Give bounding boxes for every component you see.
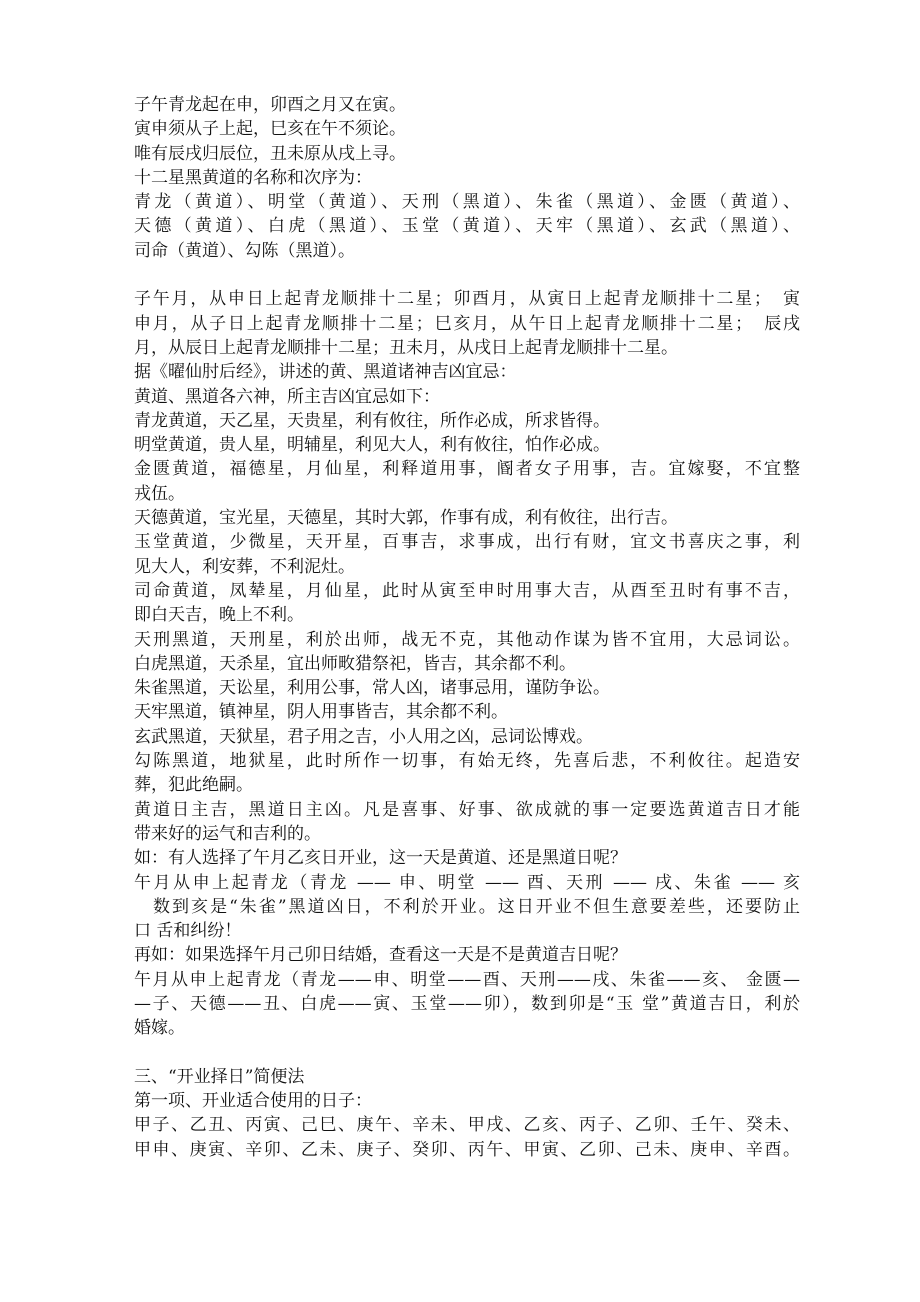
text-line: 如：有人选择了午月乙亥日开业，这一天是黄道、还是黑道日呢？	[134, 848, 627, 869]
text-line: 据《曜仙肘后经》，讲述的黄、黑道诸神吉凶宜忌：	[134, 362, 517, 383]
text-line: 天德（黄道）、白虎（黑道）、玉堂（黄道）、天牢（黑道）、玄武（黑道）、	[134, 216, 800, 237]
blank-line	[134, 1041, 800, 1065]
text-line: 子午月，从申日上起青龙顺排十二星；卯酉月，从寅日上起青龙顺排十二星； 寅	[134, 289, 800, 310]
text-line: 唯有辰戌归辰位，丑未原从戌上寻。	[134, 143, 406, 164]
text-line: 午月从申上起青龙（青龙 —— 申、明堂 —— 酉、天刑 —— 戌、朱雀 —— 亥	[134, 872, 800, 893]
text-line: 婚嫁。	[134, 1018, 185, 1039]
text-line: 明堂黄道，贵人星，明辅星，利见大人，利有攸往，怕作必成。	[134, 435, 610, 456]
text-line: 寅申须从子上起，巳亥在午不须论。	[134, 119, 406, 140]
text-line: 甲申、庚寅、辛卯、乙未、庚子、癸卯、丙午、甲寅、乙卯、己未、庚申、辛酉。	[134, 1139, 800, 1160]
document-body	[134, 93, 800, 1162]
text-line: 第一项、开业适合使用的日子：	[134, 1091, 372, 1112]
text-line: 青龙黄道，天乙星，天贵星，利有攸往，所作必成，所求皆得。	[134, 410, 610, 431]
text-line: 黄道、黑道各六神，所主吉凶宜忌如下：	[134, 386, 440, 407]
text-line: 黄道日主吉，黑道日主凶。凡是喜事、好事、欲成就的事一定要选黄道吉日才能	[134, 799, 800, 820]
text-line: 十二星黑黄道的名称和次序为：	[134, 167, 372, 188]
text-line: 甲子、乙丑、丙寅、己巳、庚午、辛未、甲戌、乙亥、丙子、乙卯、壬午、癸未、	[134, 1115, 800, 1136]
text-line: 天刑黑道，天刑星，利於出师，战无不克，其他动作谋为皆不宜用，大忌词讼。	[134, 629, 800, 650]
text-line: 见大人，利安葬，不利泥灶。	[134, 556, 355, 577]
text-line: 司命（黄道）、勾陈（黑道）。	[134, 240, 355, 261]
text-line: 戎伍。	[134, 483, 185, 504]
text-line: 月，从辰日上起青龙顺排十二星；丑未月，从戌日上起青龙顺排十二星。	[134, 337, 678, 358]
text-line: 天德黄道，宝光星，天德星，其时大郭，作事有成，利有攸往，出行吉。	[134, 508, 678, 529]
text-line: 勾陈黑道，地狱星，此时所作一切事，有始无终，先喜后悲，不利攸往。起造安	[134, 751, 800, 772]
text-line: 白虎黑道，天杀星，宜出师畋猎祭祀，皆吉，其余都不利。	[134, 653, 576, 674]
text-line: 玉堂黄道，少微星，天开星，百事吉，求事成，出行有财，宜文书喜庆之事，利	[134, 532, 800, 553]
text-line: 再如：如果选择午月己卯日结婚，查看这一天是不是黄道吉日呢？	[134, 945, 627, 966]
text-line: 口 舌和纠纷！	[134, 921, 242, 942]
blank-line	[134, 263, 800, 287]
text-line: 子午青龙起在申，卯酉之月又在寅。	[134, 95, 406, 115]
text-line: 玄武黑道，天狱星，君子用之吉，小人用之凶，忌词讼博戏。	[134, 726, 593, 747]
text-line: 司命黄道，凤辇星，月仙星，此时从寅至申时用事大吉，从酉至丑时有事不吉，	[134, 580, 800, 601]
text-line: 朱雀黑道，天讼星，利用公事，常人凶，诸事忌用，谨防争讼。	[134, 678, 610, 699]
text-line: 天牢黑道，镇神星，阴人用事皆吉，其余都不利。	[134, 702, 508, 723]
text-line: 金匮黄道，福德星，月仙星，利释道用事，阍者女子用事，吉。宜嫁娶，不宜整	[134, 459, 800, 480]
text-line: 葬，犯此绝嗣。	[134, 775, 253, 796]
text-line: 数到亥是“朱雀”黑道凶日，不利於开业。这日开业不但生意要差些，还要防止	[134, 896, 800, 917]
text-line: 午月从申上起青龙（青龙——申、明堂——酉、天刑——戌、朱雀——亥、 金匮—	[134, 969, 800, 990]
text-line: 即白天吉，晚上不利。	[134, 605, 304, 626]
text-line: 三、“开业择日”简便法	[134, 1066, 305, 1087]
text-line: 带来好的运气和吉利的。	[134, 823, 321, 844]
text-line: —子、天德——丑、白虎——寅、玉堂——卯），数到卯是“玉 堂”黄道吉日，利於	[134, 993, 800, 1014]
text-line: 青龙（黄道）、明堂（黄道）、天刑（黑道）、朱雀（黑道）、金匮（黄道）、	[134, 192, 800, 213]
text-line: 申月，从子日上起青龙顺排十二星；巳亥月，从午日上起青龙顺排十二星； 辰戌	[134, 313, 800, 334]
